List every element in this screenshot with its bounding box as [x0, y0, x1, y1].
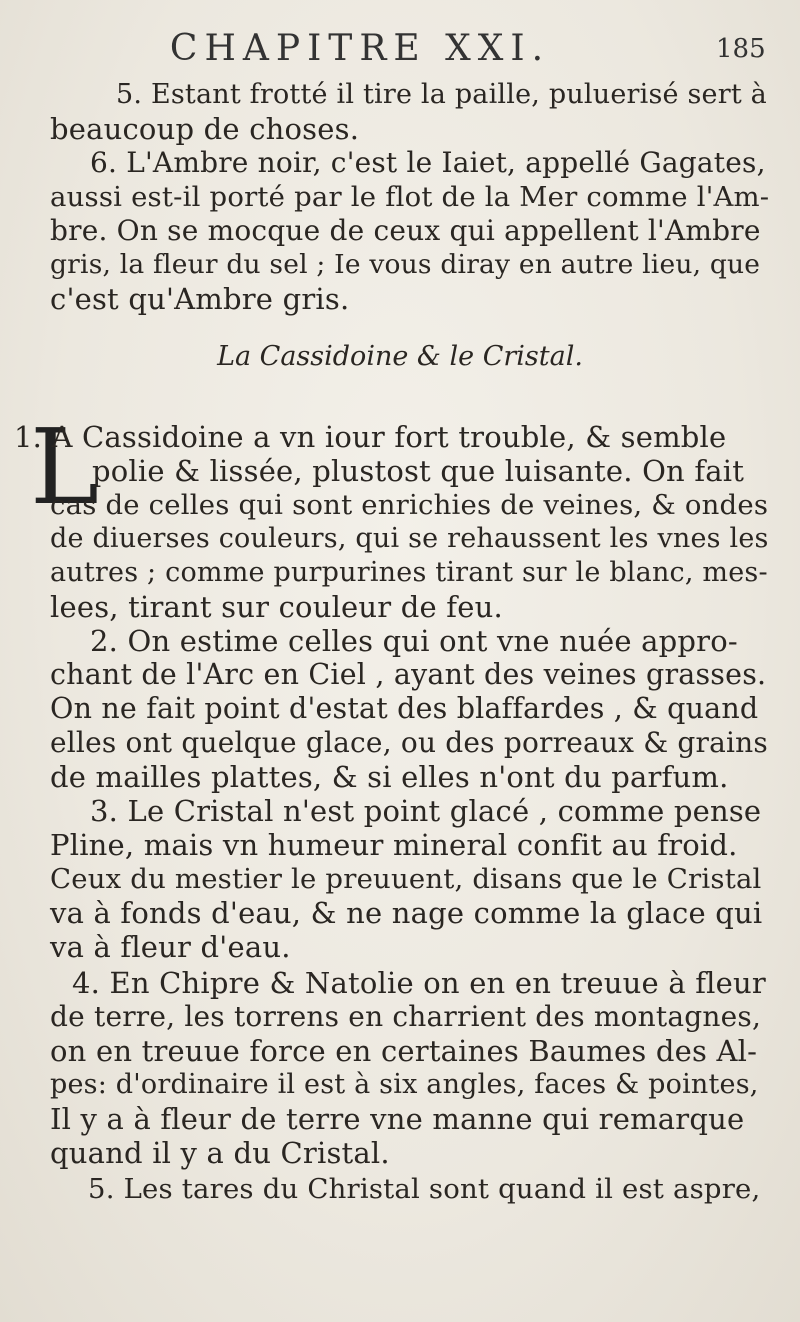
text-line: lees, tirant sur couleur de feu.: [50, 590, 503, 624]
drop-cap: L: [30, 406, 100, 528]
text-line: 4. En Chipre & Natolie on en en treuue à fleur: [72, 966, 766, 1000]
text-line: quand il y a du Cristal.: [50, 1136, 390, 1170]
text-line: autres ; comme purpurines tirant sur le blanc, mes-: [50, 557, 768, 588]
running-header: [0, 28, 800, 72]
text-line: de terre, les torrens en charrient des montagnes,: [50, 1000, 762, 1033]
text-line: de mailles plattes, & si elles n'ont du parfum.: [50, 760, 729, 794]
text-line: de diuerses couleurs, qui se rehaussent les vnes les: [50, 523, 769, 554]
text-line: c'est qu'Ambre gris.: [50, 282, 350, 316]
text-line: elles ont quelque glace, ou des porreaux & grains: [50, 726, 768, 759]
text-line: Il y a à fleur de terre vne manne qui remarque: [50, 1102, 745, 1136]
text-line: on en treuue force en certaines Baumes des Al-: [50, 1034, 758, 1068]
text-line: gris, la fleur du sel ; Ie vous diray en autre lieu, que: [50, 249, 761, 280]
text-line: polie & lissée, plustost que luisante. On fait: [92, 454, 745, 488]
text-line: Pline, mais vn humeur mineral confit au froid.: [50, 828, 738, 862]
page-number: 185: [716, 34, 766, 64]
text-line: cas de celles qui sont enrichies de veines, & ondes: [50, 489, 769, 521]
text-line: 6. L'Ambre noir, c'est le Iaiet, appellé Gagates,: [90, 146, 766, 179]
text-line: va à fleur d'eau.: [50, 930, 291, 964]
text-line: bre. On se mocque de ceux qui appellent l'Ambre: [50, 214, 761, 247]
text-line: va à fonds d'eau, & ne nage comme la glace qui: [50, 896, 763, 930]
text-line: 5. Les tares du Christal sont quand il est aspre,: [88, 1173, 761, 1205]
text-line: beaucoup de choses.: [50, 112, 360, 146]
text-line: 1. A Cassidoine a vn iour fort trouble, & semble: [14, 420, 727, 454]
text-line: chant de l'Arc en Ciel , ayant des veines grasses.: [50, 658, 767, 691]
text-line: 5. Estant frotté il tire la paille, puluerisé sert à: [116, 79, 767, 110]
section-heading: La Cassidoine & le Cristal.: [217, 341, 583, 372]
text-line: aussi est-il porté par le flot de la Mer comme l'Am-: [50, 181, 770, 213]
text-line: 2. On estime celles qui ont vne nuée appro-: [90, 624, 738, 658]
text-line: On ne fait point d'estat des blaffardes , & quand: [50, 692, 759, 725]
text-line: pes: d'ordinaire il est à six angles, faces & pointes,: [50, 1069, 759, 1100]
text-line: 3. Le Cristal n'est point glacé , comme pense: [90, 794, 762, 828]
text-line: Ceux du mestier le preuuent, disans que le Cristal: [50, 863, 762, 895]
chapter-title: CHAPITRE XXI.: [169, 28, 551, 69]
